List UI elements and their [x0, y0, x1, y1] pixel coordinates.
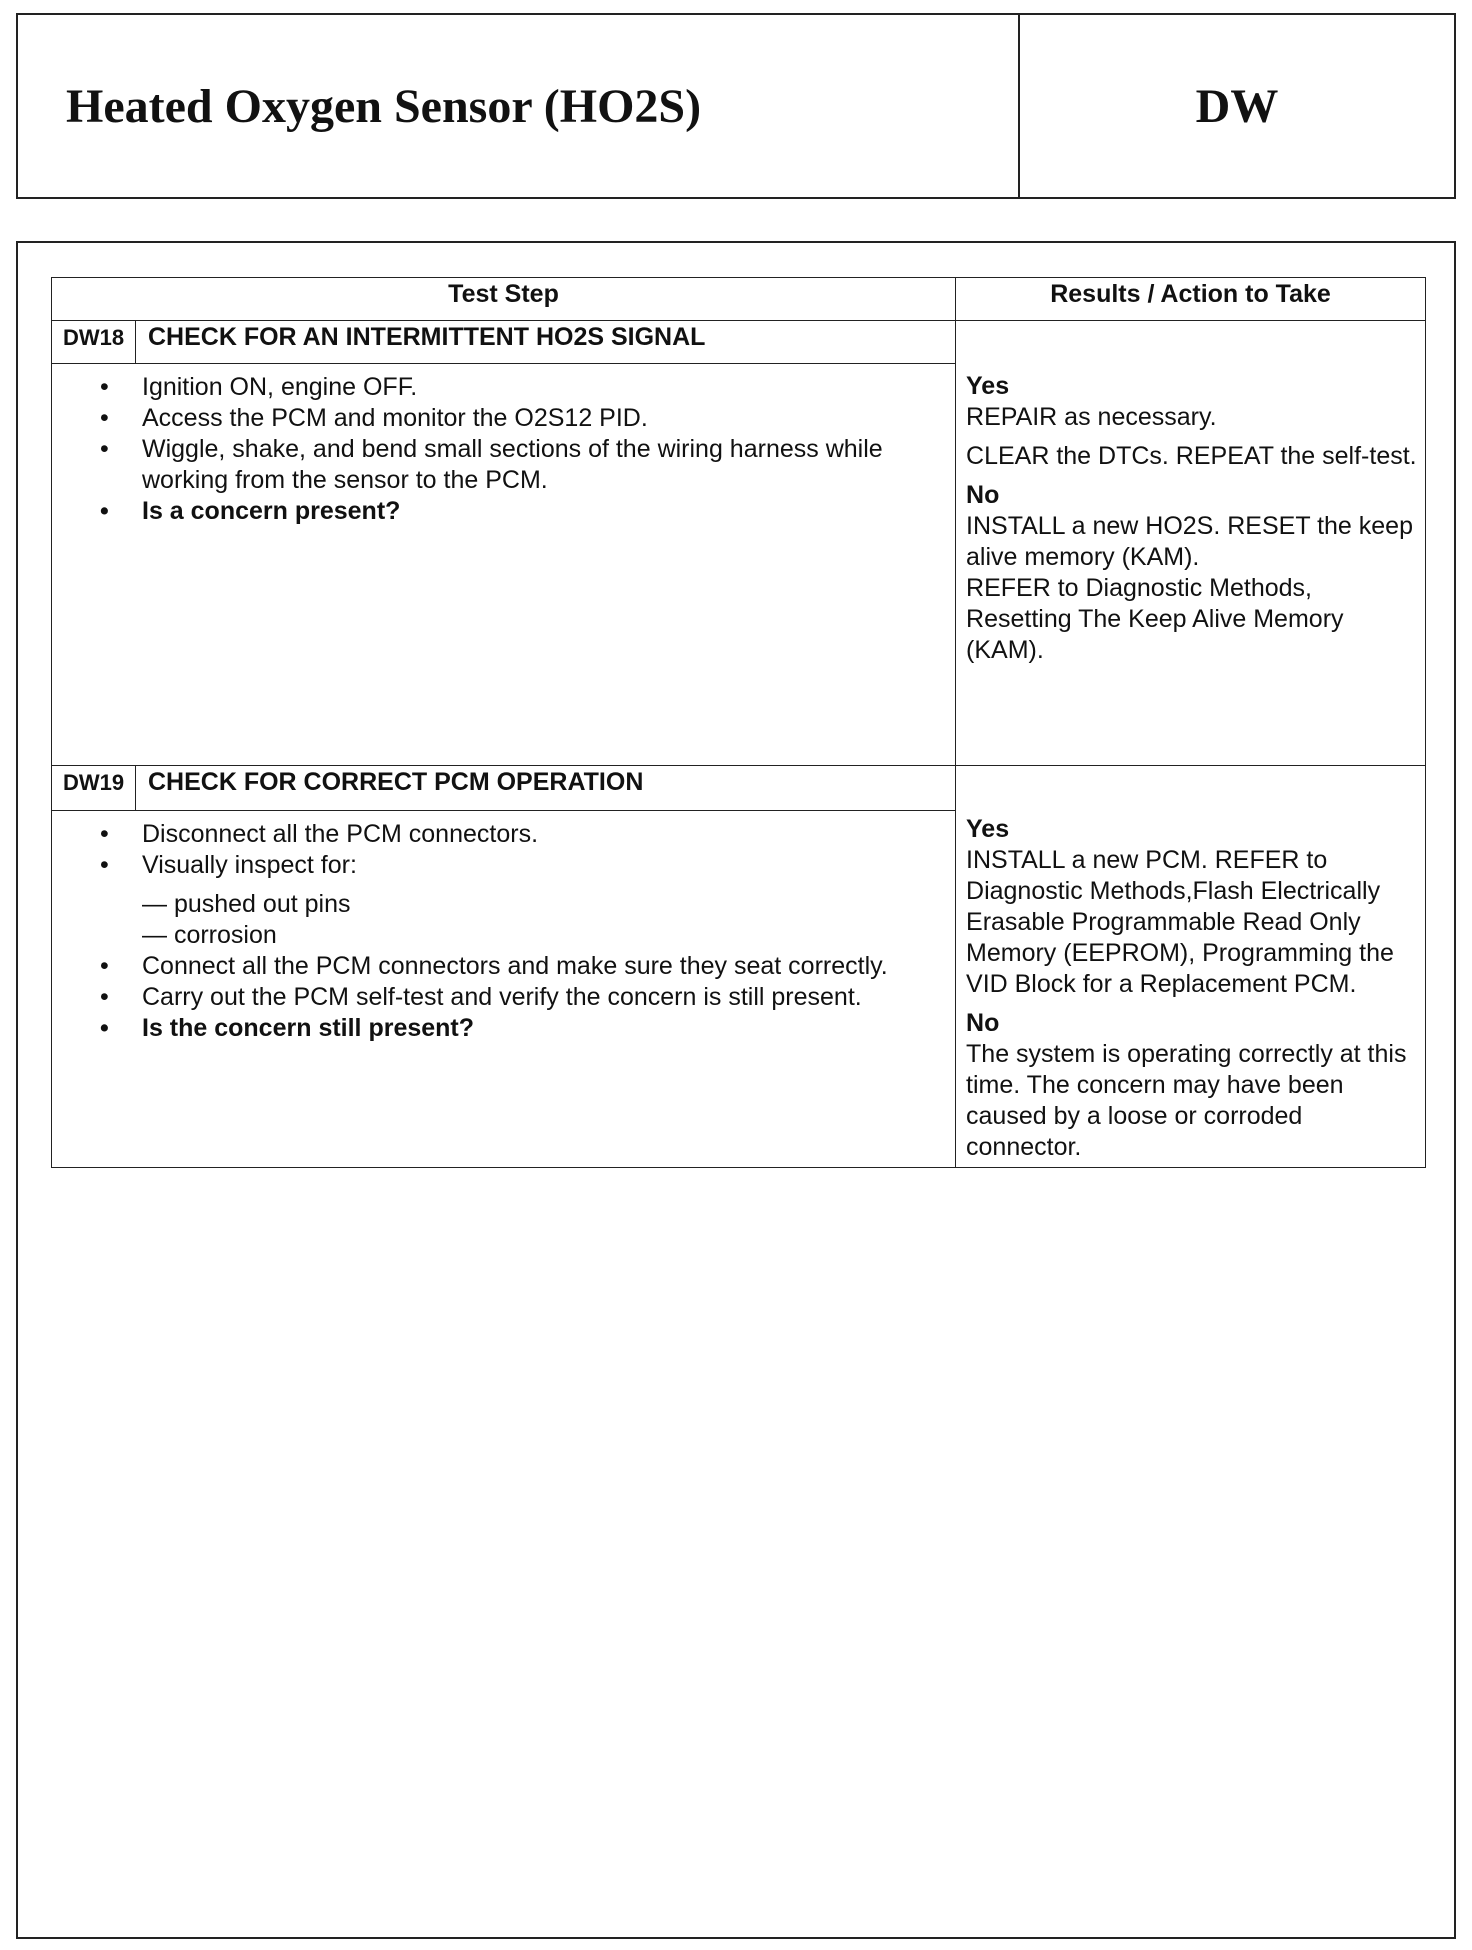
- step-id: DW19: [52, 766, 136, 811]
- step-question: • Is the concern still present?: [142, 1013, 935, 1044]
- table-header-row: [52, 278, 1426, 321]
- sub-item: — pushed out pins: [142, 889, 351, 918]
- page-header: [16, 13, 1456, 199]
- section-code: DW: [1195, 79, 1279, 133]
- column-header-test-step: Test Step: [52, 278, 956, 321]
- step-bullet-text: Visually inspect for:: [142, 850, 357, 879]
- step-bullets: [52, 372, 935, 527]
- result-line: INSTALL a new HO2S. RESET the keep alive memory (KAM).: [966, 512, 1413, 571]
- step-title: CHECK FOR CORRECT PCM OPERATION: [136, 766, 956, 811]
- step-id: DW18: [52, 321, 136, 364]
- yes-label: Yes: [966, 815, 1010, 843]
- step-bullet: • Connect all the PCM connectors and make sure they seat correctly.: [142, 951, 935, 982]
- result-line: INSTALL a new PCM. REFER to Diagnostic Methods,Flash Electrically Erasable Programmable Read Only Memory (EEPROM), Programming the VID Block for a Replacement PCM.: [966, 846, 1394, 998]
- step-bullet: • Carry out the PCM self-test and verify the concern is still present.: [142, 982, 935, 1013]
- content-frame: [16, 241, 1456, 1939]
- column-header-results: Results / Action to Take: [956, 278, 1426, 321]
- step-body: [52, 810, 956, 1167]
- step-body: [52, 364, 956, 766]
- step-bullet: • Ignition ON, engine OFF.: [142, 372, 935, 403]
- step-title-row: [52, 321, 1426, 364]
- step-bullet: • Wiggle, shake, and bend small sections of the wiring harness while working from the sensor to the PCM.: [142, 434, 935, 496]
- step-question: • Is a concern present?: [142, 496, 935, 527]
- step-bullet: [142, 850, 935, 951]
- step-results: [956, 321, 1426, 766]
- yes-label: Yes: [966, 372, 1010, 400]
- page-title: Heated Oxygen Sensor (HO2S): [18, 15, 1020, 197]
- step-bullets: [52, 819, 935, 1044]
- no-label: No: [966, 481, 1000, 509]
- sub-list: [142, 889, 935, 951]
- step-title: CHECK FOR AN INTERMITTENT HO2S SIGNAL: [136, 321, 956, 364]
- step-bullet: • Disconnect all the PCM connectors.: [142, 819, 935, 850]
- no-label: No: [966, 1009, 1000, 1037]
- result-line: REPAIR as necessary.: [966, 403, 1217, 431]
- step-bullet: • Access the PCM and monitor the O2S12 PID.: [142, 403, 935, 434]
- result-line: The system is operating correctly at this time. The concern may have been caused by a loose or corroded connector.: [966, 1040, 1407, 1161]
- step-title-row: [52, 766, 1426, 811]
- result-line: CLEAR the DTCs. REPEAT the self-test.: [966, 442, 1417, 470]
- sub-item: — corrosion: [142, 920, 277, 949]
- step-results: [956, 766, 1426, 1168]
- result-line: REFER to Diagnostic Methods, Resetting The Keep Alive Memory (KAM).: [966, 574, 1344, 664]
- test-step-table: [51, 277, 1426, 1168]
